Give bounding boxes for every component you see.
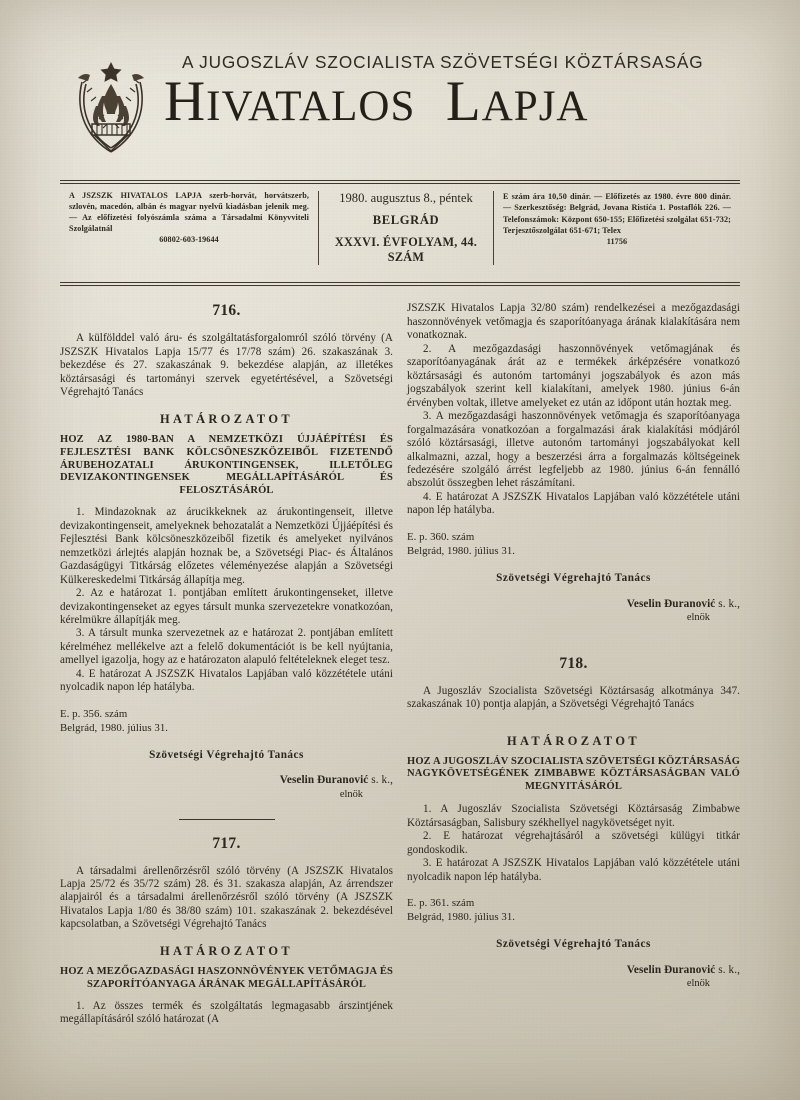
article-716-organization: Szövetségi Végrehajtó Tanács: [149, 748, 304, 761]
article-717-signer-suffix: s. k.,: [715, 597, 740, 610]
article-716-point-1: 1. Mindazoknak az árucikkeknek az árukontingenseit, illetve devizakontingenseit, amelyeknek behozatalát a Nemzetközi Újjáépítési és Fejlesztési Bank kölcsöneszközeiből fizetik és amelyeket nyilvános nemzetközi árlejtés alapján hoznak be, a Szövetségi Piac- és Általános Gazdaságügyi Titkárság előzetes véleményezése alapján a Szövetségi Külkereskedelmi Titkárság állapítja meg.: [60, 506, 393, 586]
masthead-rule-bottom-thin: [60, 285, 740, 286]
article-718-intro: A Jugoszláv Szocialista Szövetségi Köztársaság alkotmánya 347. szakaszának 10) pontja alapján, a Szövetségi Végrehajtó Tanács: [407, 684, 740, 711]
article-718-title: HOZ A JUGOSZLÁV SZOCIALISTA SZÖVETSÉGI KÖZTÁRSASÁG NAGYKÖVETSÉGÉNEK ZIMBABWE KÖZTÁRSASÁGBAN VALÓ MEGNYITÁSÁRÓL: [407, 755, 741, 793]
masthead-supertitle: A JUGOSZLÁV SZOCIALISTA SZÖVETSÉGI KÖZTÁRSASÁG: [182, 52, 704, 72]
article-717-signature: [407, 530, 740, 625]
article-717-place-date: Belgrád, 1980. július 31.: [407, 544, 516, 557]
article-717-intro: A társadalmi árellenőrzésről szóló törvény (A JSZSZK Hivatalos Lapja 25/72 és 35/72 szám) 28. és 31. szakasza alapján, Az árrendszer alapjairól és a társadalmi árellenőrzésről szóló törvény (A JSZSZK Hivatalos Lapja 1/80 és 38/80 szám) 101. szakaszának 2. bekezdésével kapcsolatban, a Szövetségi Végrehajtó Tanács: [60, 864, 393, 931]
article-716-point-2: 2. Az e határozat 1. pontjában említett árukontingenseket, illetve devizakontingenseket az egyes társult munka szervezetekre vonatkozóan, kérelmükre állapítják meg.: [60, 587, 393, 626]
content-columns: [60, 302, 740, 1026]
article-717-signer-name: Veselin Đuranović: [626, 597, 716, 610]
article-716-point-4: 4. E határozat A JSZSZK Hivatalos Lapjában való közzététele utáni nyolcadik napon lép hatályba.: [60, 667, 393, 694]
article-717-point-2: 2. A mezőgazdasági haszonnövények vetőmagjának és szaporítóanyagának árát az e termékek árképzésére vonatkozó köztársasági és autonóm tartományi jogszabályok és azon más jogszabályok szerint kell kialakítani, amelyek 1980. június 6-án érvényben voltak, illetve amelyeket ez után az időpont után hoztak meg.: [407, 342, 740, 409]
article-718: [407, 655, 740, 991]
masthead-rule-bottom: [60, 282, 740, 283]
article-718-point-1: 1. A Jugoszláv Szocialista Szövetségi Köztársaság Zimbabwe Köztársaságban, Salisbury székhellyel nagykövetséget nyit.: [407, 803, 740, 829]
article-716-intro: A külfölddel való áru- és szolgáltatásforgalomról szóló törvény (A JSZSZK Hivatalos Lapja 15/77 és 17/78 szám) 26. szakaszának 3. bekezdése és 27. szakaszának 9. bekezdése alapján, az illetékes köztársasági és tartományi szervek egyetértésével, a Szövetségi Végrehajtó Tanács: [60, 332, 393, 399]
article-718-signer-role: elnök: [686, 978, 710, 990]
article-716-signer: [60, 773, 393, 788]
article-716-title: HOZ AZ 1980-BAN A NEMZETKÖZI ÚJJÁÉPÍTÉSI ÉS FEJLESZTÉSI BANK KÖLCSÖNESZKÖZEIBŐL FIZETENDŐ ÁRUBEHOZATALI ÁRUKONTINGENSEK, ILLETŐLEG DEVIZAKONTINGENSEK MEGÁLLAPÍTÁSÁRÓL ÉS FELOSZTÁSÁRÓL: [60, 433, 393, 497]
article-718-decree-word: HATÁROZATOT: [506, 733, 641, 748]
article-717-organization: Szövetségi Végrehajtó Tanács: [496, 571, 651, 584]
header-telex-number: 11756: [606, 236, 628, 246]
article-717-point-3: 3. A mezőgazdasági haszonnövények vetőmagja és szaporítóanyaga forgalmazására vonatkozóan a forgalmazási árak kialakítási módjáról szóló köztársasági, illetve autonóm tartományi jogszabályokat kell alkalmazni, azzal, hogy a beszerzési árra a forgalmazás költségeinek fedezésére szolgáló árrést legfeljebb az 1980. június 6-án fennálló abszolút összegben lehet rászámítani.: [407, 410, 740, 490]
article-717-point-1-continued: JSZSZK Hivatalos Lapja 32/80 szám) rendelkezései a mezőgazdasági haszonnövények vetőmagja és szaporítóanyaga árának kialakítására nem vonatkoznak.: [407, 302, 740, 342]
article-716-place-date: Belgrád, 1980. július 31.: [60, 721, 169, 734]
article-716-point-3: 3. A társult munka szervezetnek az e határozat 2. pontjában említett kérelméhez mellékelve azt a felelő dokumentációt is be kell nyújtania, amellyel igazolja, hogy az e határozaton alapuló feltételeknek eleget tesz.: [60, 627, 393, 667]
header-publication-text: A JSZSZK HIVATALOS LAPJA szerb-horvát, horvátszerb, szlovén, macedón, albán és magyar nyelvű kiadásban jelenik meg. — Az előfizetési folyószámla száma a Társadalmi Könyvviteli Szolgálatnál: [69, 191, 309, 233]
article-718-reference: E. p. 361. szám: [407, 897, 475, 910]
article-718-signer-name: Veselin Đuranović: [626, 963, 716, 976]
header-city: BELGRÁD: [372, 213, 440, 228]
article-717-decree-word: HATÁROZATOT: [159, 943, 294, 958]
article-716-signer-role: elnök: [339, 789, 363, 800]
header-band: [60, 184, 740, 272]
article-717-reference: E. p. 360. szám: [407, 530, 475, 543]
article-716-signer-name: Veselin Đuranović: [279, 774, 369, 787]
article-717: [60, 835, 393, 1027]
header-subscription-info: [494, 191, 740, 265]
article-716-decree-word: HATÁROZATOT: [159, 411, 294, 426]
masthead-title: HIVATALOS LAPJA: [164, 70, 589, 133]
article-718-place-date: Belgrád, 1980. július 31.: [407, 911, 516, 924]
article-717-point-4: 4. E határozat A JSZSZK Hivatalos Lapjában való közzététele utáni napon lép hatályba.: [407, 490, 740, 517]
article-716-signature: [60, 707, 393, 802]
article-717-continued: [407, 302, 740, 624]
article-717-title: HOZ A MEZŐGAZDASÁGI HASZONNÖVÉNYEK VETŐMAGJA ÉS SZAPORÍTÓANYAGA ÁRÁNAK MEGÁLLAPÍTÁSÁRÓL: [60, 965, 393, 990]
header-publication-info: [60, 191, 318, 265]
article-716-reference: E. p. 356. szám: [60, 707, 128, 720]
article-718-point-3: 3. E határozat A JSZSZK Hivatalos Lapjában való közzététele utáni nyolcadik napon lép hatályba.: [407, 857, 740, 883]
article-717-signer: [407, 597, 740, 612]
header-issue-number: XXXVI. ÉVFOLYAM, 44. SZÁM: [334, 235, 478, 265]
article-716: [60, 302, 393, 801]
article-718-signer-suffix: s. k.,: [715, 963, 740, 976]
masthead-text: [164, 52, 740, 133]
article-716-number: 716.: [212, 302, 241, 320]
article-717-signer-role: elnök: [686, 612, 710, 624]
right-column: [407, 302, 740, 1026]
header-date: 1980. augusztus 8., péntek: [339, 191, 473, 206]
article-718-number: 718.: [559, 654, 588, 672]
article-718-signature: [407, 896, 740, 991]
article-718-organization: Szövetségi Végrehajtó Tanács: [496, 938, 651, 951]
left-column: [60, 302, 393, 1026]
article-718-point-2: 2. E határozat végrehajtásáról a szövetségi külügyi titkár gondoskodik.: [407, 830, 740, 856]
masthead: [60, 0, 740, 170]
article-717-number: 717.: [212, 834, 241, 852]
masthead-rule-top: [60, 180, 740, 181]
article-717-point-1: 1. Az összes termék és szolgáltatás legmagasabb árszintjének megállapításáról szóló határozat (A: [60, 999, 393, 1026]
column-spacer: [407, 625, 740, 655]
header-issue-info: [318, 191, 494, 265]
yugoslav-state-emblem-icon: [68, 56, 154, 160]
article-separator: [179, 819, 275, 820]
header-account-number: 60802-603-19644: [159, 234, 219, 244]
article-718-signer: [407, 963, 740, 978]
header-subscription-text: E szám ára 10,50 dinár. — Előfizetés az 1980. évre 800 dinár. — Szerkesztőség: Belgrád, Jovana Ristića 1. Postaflók 226. — Telefonszámok: Központ 650-155; Előfizetési szolgálat 651-732; Terjesztőszolgálat 651-671; Telex: [503, 192, 731, 235]
article-716-signer-suffix: s. k.,: [368, 774, 393, 787]
